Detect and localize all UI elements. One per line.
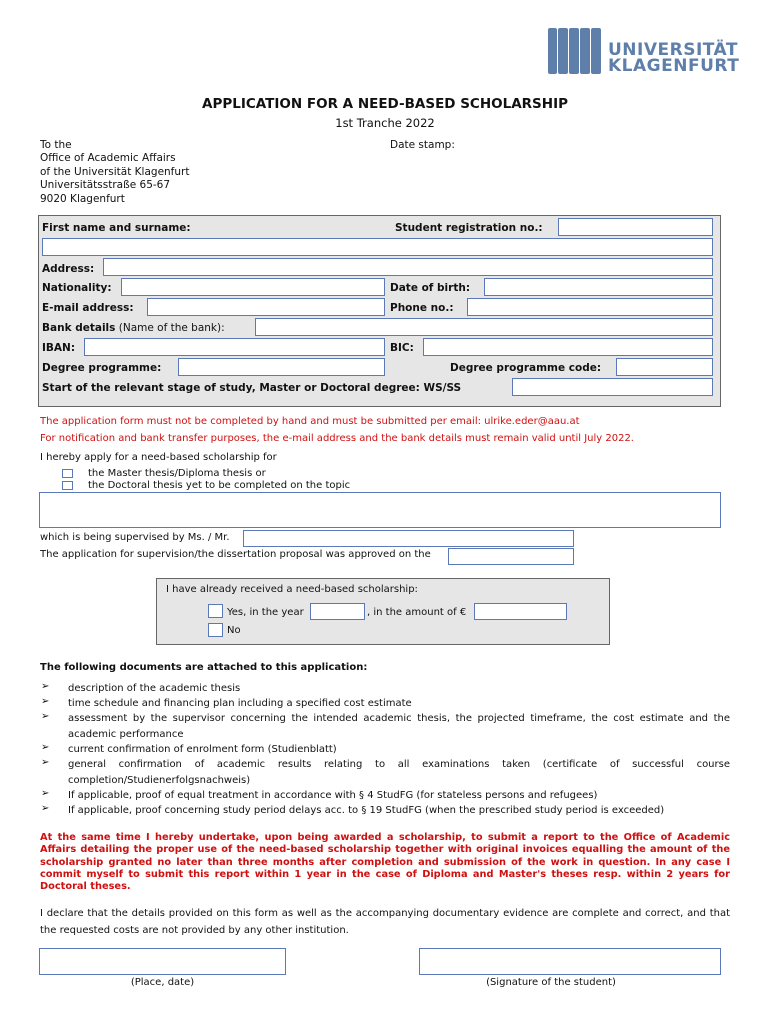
first-name-label: First name and surname: bbox=[42, 222, 191, 234]
master-thesis-label: the Master thesis/Diploma thesis or bbox=[88, 468, 266, 479]
nationality-label: Nationality: bbox=[42, 282, 112, 294]
bank-name-input[interactable] bbox=[255, 318, 713, 336]
arrow-bullet-icon: ➢ bbox=[41, 757, 50, 768]
validity-notice: For notification and bank transfer purposes, the e-mail address and the bank details must remain valid until July 2022. bbox=[40, 433, 634, 444]
signature-label: (Signature of the student) bbox=[486, 977, 616, 988]
place-date-label: (Place, date) bbox=[130, 977, 195, 988]
supervisor-label: which is being supervised by Ms. / Mr. bbox=[40, 532, 230, 543]
arrow-bullet-icon: ➢ bbox=[41, 788, 50, 799]
undertaking-text: At the same time I hereby undertake, upon being awarded a scholarship, to submit a report to the Office of Academic Affairs detailing the proper use of the need-based scholarship together with original invoices equalling the amount of the scholarship granted no later than three months after completion and submission of the work in question. In any case I commit myself to submit this report within 1 year in the case of Diploma and Master's theses resp. within 2 years for Doctoral theses. bbox=[40, 832, 730, 893]
page-title: APPLICATION FOR A NEED-BASED SCHOLARSHIP bbox=[202, 96, 568, 112]
logo-line2: KLAGENFURT bbox=[608, 56, 740, 76]
prior-yes-checkbox[interactable] bbox=[208, 604, 223, 618]
study-stage-label: Start of the relevant stage of study, Master or Doctoral degree: WS/SS bbox=[42, 382, 462, 394]
prior-no-checkbox[interactable] bbox=[208, 623, 223, 637]
study-stage-input[interactable] bbox=[512, 378, 713, 396]
doctoral-thesis-checkbox[interactable] bbox=[62, 481, 73, 490]
degree-programme-label: Degree programme: bbox=[42, 362, 162, 374]
arrow-bullet-icon: ➢ bbox=[41, 711, 50, 722]
prior-amount-label: , in the amount of € bbox=[367, 607, 467, 618]
bank-label bbox=[42, 322, 225, 334]
arrow-bullet-icon: ➢ bbox=[41, 696, 50, 707]
master-thesis-checkbox[interactable] bbox=[62, 469, 73, 478]
arrow-bullet-icon: ➢ bbox=[41, 681, 50, 692]
degree-code-input[interactable] bbox=[616, 358, 713, 376]
prior-year-input[interactable] bbox=[310, 603, 365, 620]
bank-label-rest: (Name of the bank): bbox=[115, 322, 225, 334]
declaration-text: I declare that the details provided on this form as well as the accompanying documentary evidence are complete and correct, and that the requested costs are not provided by any other institution. bbox=[40, 908, 730, 936]
thesis-topic-input[interactable] bbox=[39, 492, 721, 528]
approval-date-label: The application for supervision/the dissertation proposal was approved on the bbox=[40, 549, 431, 560]
student-reg-label: Student registration no.: bbox=[395, 222, 543, 234]
arrow-bullet-icon: ➢ bbox=[41, 803, 50, 814]
phone-label: Phone no.: bbox=[390, 302, 454, 314]
first-name-input[interactable] bbox=[42, 238, 713, 256]
address-line: Office of Academic Affairs bbox=[40, 152, 176, 165]
recipient-address bbox=[40, 139, 189, 206]
prior-yes-label: Yes, in the year bbox=[227, 607, 304, 618]
page-subtitle: 1st Tranche 2022 bbox=[335, 116, 435, 130]
bank-label-bold: Bank details bbox=[42, 322, 116, 334]
arrow-bullet-icon: ➢ bbox=[41, 742, 50, 753]
nationality-input[interactable] bbox=[121, 278, 385, 296]
address-label: Address: bbox=[42, 263, 95, 275]
doctoral-thesis-label: the Doctoral thesis yet to be completed on the topic bbox=[88, 480, 351, 491]
submission-notice: The application form must not be completed by hand and must be submitted per email: ulrike.eder@aau.at bbox=[40, 416, 580, 427]
email-input[interactable] bbox=[147, 298, 385, 316]
supervisor-input[interactable] bbox=[243, 530, 574, 547]
apply-for-text: I hereby apply for a need-based scholarship for bbox=[40, 452, 277, 463]
email-label: E-mail address: bbox=[42, 302, 134, 314]
address-input[interactable] bbox=[103, 258, 713, 276]
address-line: Universitätsstraße 65-67 bbox=[40, 179, 171, 192]
degree-programme-input[interactable] bbox=[178, 358, 385, 376]
address-line: of the Universität Klagenfurt bbox=[40, 165, 190, 178]
documents-heading: The following documents are attached to this application: bbox=[40, 662, 368, 673]
prior-no-label: No bbox=[227, 625, 241, 636]
bic-input[interactable] bbox=[423, 338, 713, 356]
degree-code-label: Degree programme code: bbox=[450, 362, 602, 374]
prior-scholarship-question: I have already received a need-based scholarship: bbox=[166, 584, 418, 595]
signature-input[interactable] bbox=[419, 948, 721, 975]
logo-line1: UNIVERSITÄT bbox=[608, 40, 738, 60]
date-stamp-label: Date stamp: bbox=[390, 139, 455, 151]
address-line: 9020 Klagenfurt bbox=[40, 192, 125, 205]
student-reg-input[interactable] bbox=[558, 218, 713, 236]
dob-label: Date of birth: bbox=[390, 282, 471, 294]
address-line: To the bbox=[40, 139, 72, 151]
dob-input[interactable] bbox=[484, 278, 713, 296]
iban-input[interactable] bbox=[84, 338, 385, 356]
iban-label: IBAN: bbox=[42, 342, 76, 354]
bic-label: BIC: bbox=[390, 342, 414, 354]
approval-date-input[interactable] bbox=[448, 548, 574, 565]
place-date-input[interactable] bbox=[39, 948, 286, 975]
phone-input[interactable] bbox=[467, 298, 713, 316]
prior-amount-input[interactable] bbox=[474, 603, 567, 620]
